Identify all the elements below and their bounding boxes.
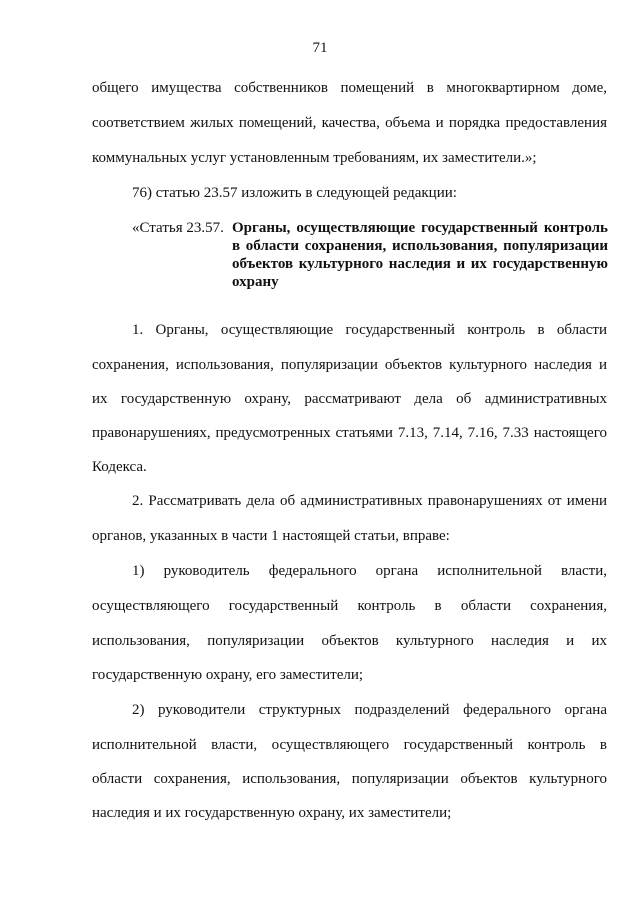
article-title-line-1: Органы, осуществляющие государственный контроль	[232, 220, 608, 236]
body-line-13: исполнительной власти, осуществляющего государственный контроль в	[92, 737, 607, 753]
article-title-line-4: охрану	[232, 274, 279, 290]
body-line-4: правонарушениях, предусмотренных статьями 7.13, 7.14, 7.16, 7.33 настоящего	[92, 425, 607, 441]
body-line-6: 2. Рассматривать дела об административных правонарушениях от имени	[132, 493, 607, 509]
body-line-9: осуществляющего государственный контроль в области сохранения,	[92, 598, 607, 614]
text-line-1: общего имущества собственников помещений в многоквартирном доме,	[92, 80, 607, 96]
article-title-line-2: в области сохранения, использования, популяризации	[232, 238, 608, 254]
body-line-11: государственную охрану, его заместители;	[92, 667, 364, 683]
article-label: «Статья 23.57.	[132, 220, 224, 236]
text-line-2: соответствием жилых помещений, качества, объема и порядка предоставления	[92, 115, 607, 131]
page-number: 71	[312, 40, 328, 56]
body-line-14: области сохранения, использования, популяризации объектов культурного	[92, 771, 607, 787]
body-line-3: их государственную охрану, рассматривают дела об административных	[92, 391, 607, 407]
body-line-8: 1) руководитель федерального органа исполнительной власти,	[132, 563, 607, 579]
body-line-1: 1. Органы, осуществляющие государственный контроль в области	[132, 322, 607, 338]
body-line-10: использования, популяризации объектов культурного наследия и их	[92, 633, 607, 649]
body-line-5: Кодекса.	[92, 459, 147, 475]
body-line-12: 2) руководители структурных подразделений федерального органа	[132, 702, 607, 718]
body-line-7: органов, указанных в части 1 настоящей статьи, вправе:	[92, 528, 450, 544]
text-line-3: коммунальных услуг установленным требованиям, их заместители.»;	[92, 150, 537, 166]
body-line-15: наследия и их государственную охрану, их заместители;	[92, 805, 452, 821]
body-line-2: сохранения, использования, популяризации объектов культурного наследия и	[92, 357, 607, 373]
article-title-line-3: объектов культурного наследия и их государственную	[232, 256, 608, 272]
amendment-item-76: 76) статью 23.57 изложить в следующей редакции:	[132, 185, 457, 201]
